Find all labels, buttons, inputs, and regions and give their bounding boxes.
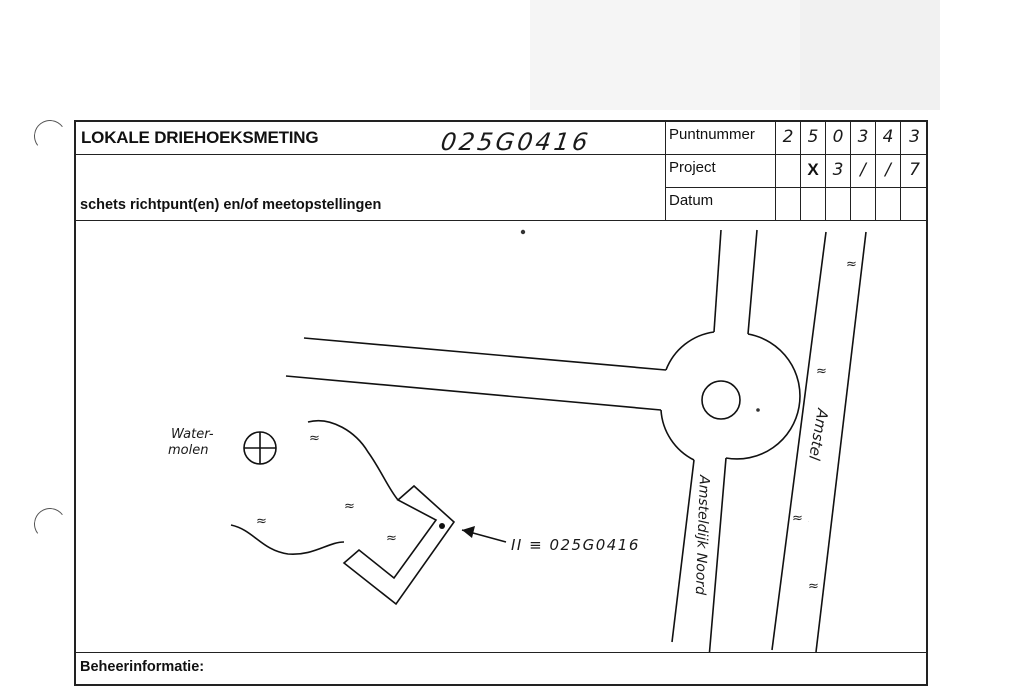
road-edge — [304, 338, 666, 370]
water-edge — [308, 421, 398, 500]
survey-point — [439, 523, 445, 529]
puntnummer-digit: 0 — [826, 122, 851, 155]
puntnummer-digit: 2 — [776, 122, 801, 155]
scan-speck — [756, 408, 760, 412]
point-reference-label: II ≡ 025G0416 — [511, 536, 640, 554]
water-mark: ≈ — [808, 522, 809, 523]
puntnummer-digit: 3 — [901, 122, 928, 155]
footer-label: Beheerinformatie: — [80, 659, 205, 675]
road-label: Amsteldijk Noord — [691, 474, 712, 596]
road-edge — [286, 376, 661, 410]
form-header — [76, 122, 666, 220]
watermill-label: molen — [168, 443, 209, 458]
project-digit: 3 — [826, 155, 851, 188]
label-puntnummer: Puntnummer — [666, 122, 776, 155]
water-mark: ≈ — [309, 431, 320, 446]
survey-form — [74, 120, 928, 686]
punch-hole — [32, 118, 68, 154]
roundabout-edge — [661, 410, 694, 460]
watermill-label: Water- — [171, 427, 214, 442]
river-label: Amstel — [805, 407, 832, 462]
roundabout-edge — [726, 334, 800, 459]
road-edge — [748, 230, 757, 334]
project-digit: 7 — [901, 155, 928, 188]
water-mark: ≈ — [846, 257, 857, 272]
datum-digit — [801, 188, 826, 221]
project-digit: X — [801, 155, 826, 188]
form-title: LOKALE DRIEHOEKSMETING — [81, 128, 319, 147]
datum-digit — [776, 188, 801, 221]
punch-hole — [32, 506, 68, 542]
divider — [76, 154, 666, 155]
water-mark: ≈ — [344, 499, 355, 514]
arrow-head — [462, 526, 475, 538]
water-mark: ≈ — [386, 531, 397, 546]
form-subtitle: schets richtpunt(en) en/of meetopstellingen — [80, 197, 382, 213]
water-mark: ≈ — [816, 364, 827, 379]
handwritten-point-number: 025G0416 — [439, 128, 593, 156]
footer-section — [76, 652, 926, 684]
datum-digit — [826, 188, 851, 221]
project-digit: / — [876, 155, 901, 188]
building-outline — [344, 486, 454, 604]
datum-digit — [876, 188, 901, 221]
roundabout-island — [702, 381, 740, 419]
water-mark: ≈ — [808, 579, 819, 594]
label-project: Project — [666, 155, 776, 188]
datum-digit — [851, 188, 876, 221]
scan-shade — [530, 0, 800, 110]
location-sketch — [76, 220, 926, 652]
point-info-grid — [666, 122, 928, 220]
water-mark: ≈ — [792, 511, 803, 526]
project-digit: / — [851, 155, 876, 188]
scan-speck — [521, 230, 525, 234]
roundabout-edge — [666, 332, 714, 370]
datum-digit — [901, 188, 928, 221]
road-edge — [672, 460, 694, 642]
puntnummer-digit: 5 — [801, 122, 826, 155]
puntnummer-digit: 3 — [851, 122, 876, 155]
project-digit — [776, 155, 801, 188]
scan-shade — [800, 0, 940, 110]
water-edge — [231, 525, 344, 554]
road-edge — [714, 230, 721, 332]
puntnummer-digit: 4 — [876, 122, 901, 155]
label-datum: Datum — [666, 188, 776, 221]
water-mark: ≈ — [256, 514, 267, 529]
